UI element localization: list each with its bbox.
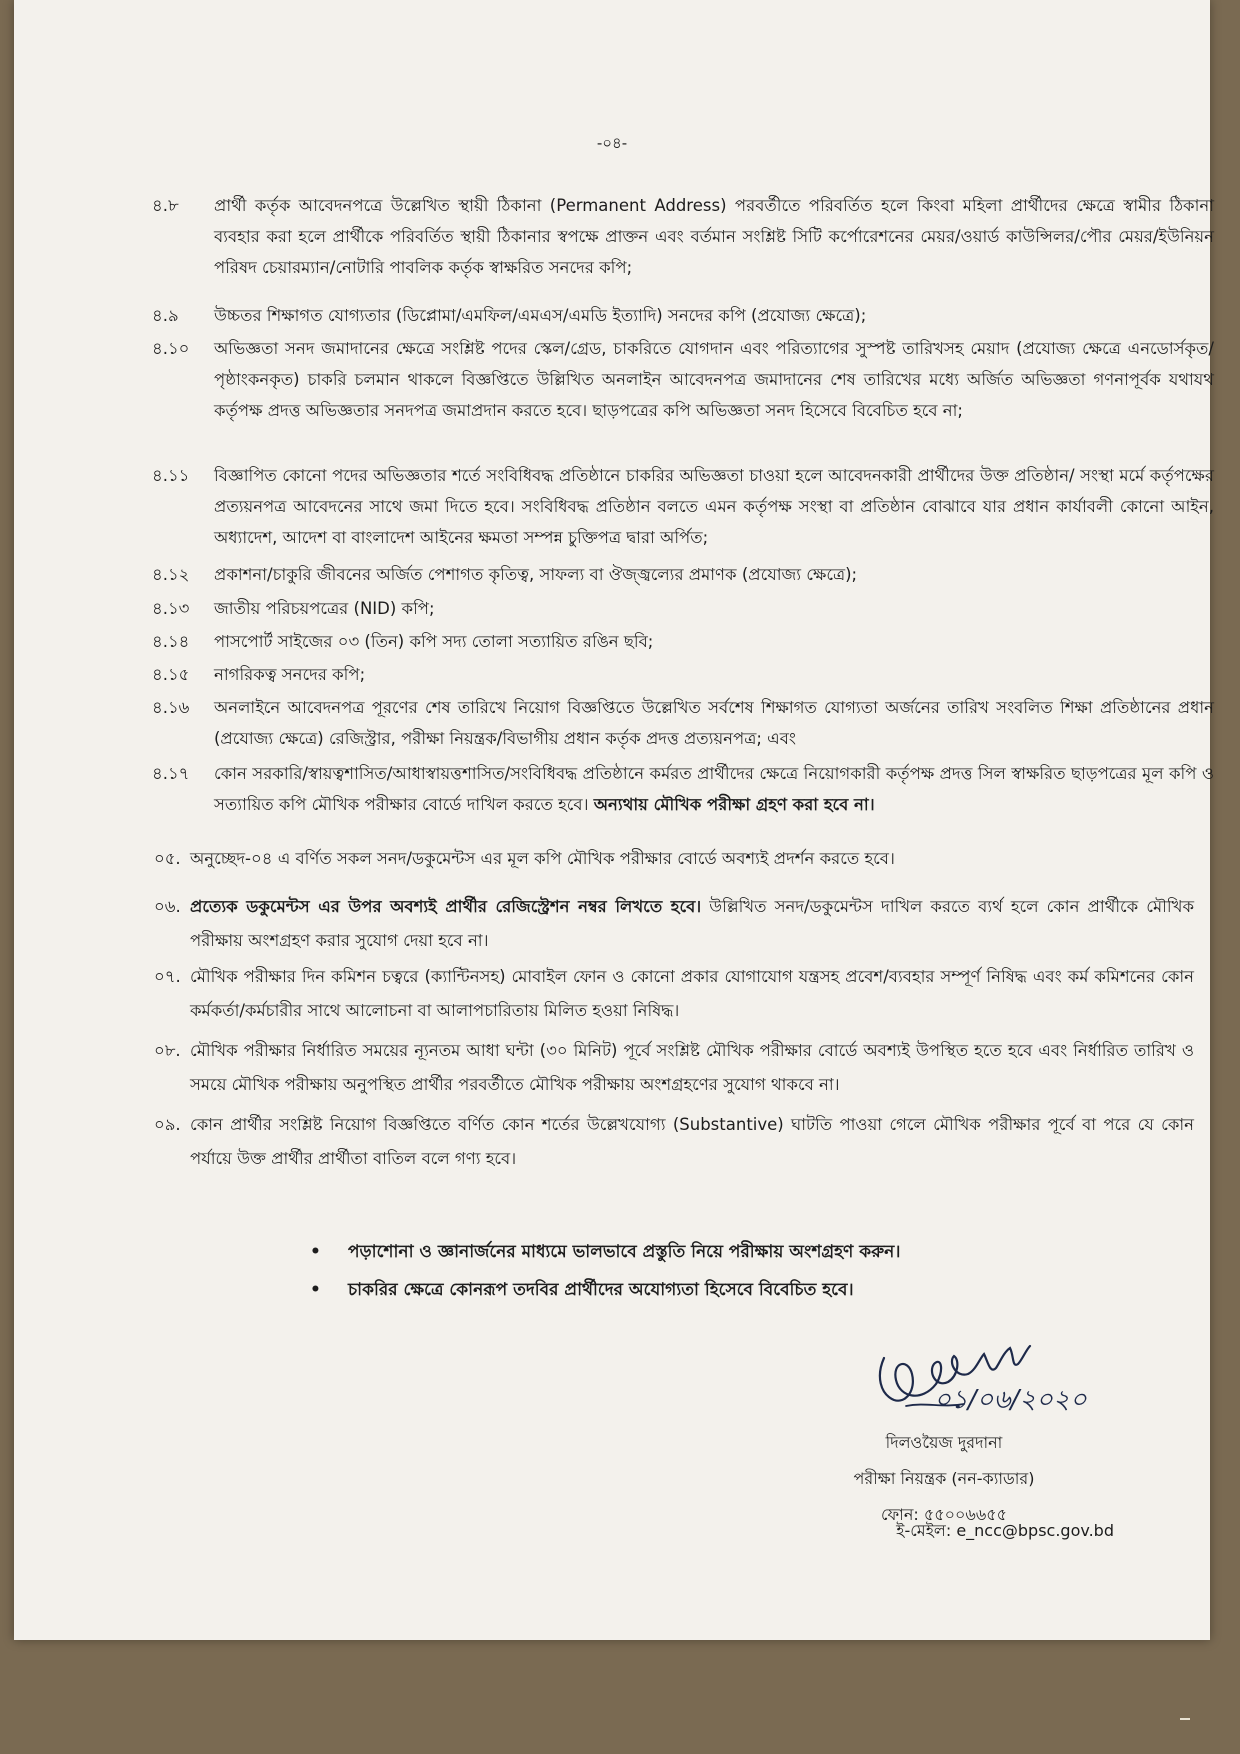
point-text bbox=[190, 890, 1194, 958]
item-number: ৪.১৭ bbox=[152, 764, 190, 783]
point-number: ০৫. bbox=[154, 849, 181, 868]
item-text: উচ্চতর শিক্ষাগত যোগ্যতার (ডিপ্লোমা/এমফিল/এমএস/এমডি ইত্যাদি) সনদের কপি (প্রযোজ্য ক্ষেত্রে); bbox=[214, 306, 867, 325]
point-text: কোন প্রার্থীর সংশ্লিষ্ট নিয়োগ বিজ্ঞপ্তিতে বর্ণিত কোন শর্তের উল্লেখযোগ্য (Substantive) ঘাটতি পাওয়া গেলে মৌখিক পরীক্ষার পূর্বে বা পরে যে কোন পর্যায়ে উক্ত প্রার্থীর প্রার্থীতা বাতিল বলে গণ্য হবে। bbox=[190, 1115, 1194, 1168]
svg-text:০১/০৬/২০২০: ০১/০৬/২০২০ bbox=[934, 1385, 1087, 1415]
bullet-item bbox=[304, 1233, 900, 1271]
bullet-text: পড়াশোনা ও জ্ঞানার্জনের মাধ্যমে ভালভাবে প্রস্তুতি নিয়ে পরীক্ষায় অংশগ্রহণ করুন। bbox=[348, 1242, 901, 1262]
list-item bbox=[152, 626, 1214, 657]
item-text-main: কোন সরকারি/স্বায়ত্বশাসিত/আধাস্বায়ত্তশাসিত/সংবিধিবদ্ধ প্রতিষ্ঠানে কর্মরত প্রার্থীদের ক্ষেত্রে নিয়োগকারী কর্তৃপক্ষ প্রদত্ত সিল স্বাক্ষরিত ছাড়পত্রের মূল কপি ও সত্যায়িত কপি মৌখিক পরীক্ষার বোর্ডে দাখিল করতে হবে। bbox=[214, 764, 1214, 814]
point-number: ০৭. bbox=[154, 967, 181, 986]
point-text-bold: প্রত্যেক ডকুমেন্টস এর উপর অবশ্যই প্রার্থীর রেজিস্ট্রেশন নম্বর লিখতে হবে। bbox=[190, 897, 702, 916]
item-number: ৪.১৬ bbox=[152, 698, 190, 717]
signatory-name: দিলওয়ৈজ দুরদানা bbox=[885, 1433, 1003, 1452]
item-text: পাসপোর্ট সাইজের ০৩ (তিন) কপি সদ্য তোলা সত্যায়িত রঙিন ছবি; bbox=[214, 632, 654, 651]
numbered-point bbox=[154, 960, 1194, 1028]
point-number: ০৮. bbox=[154, 1041, 181, 1060]
item-text: অভিজ্ঞতা সনদ জমাদানের ক্ষেত্রে সংশ্লিষ্ট পদের স্কেল/গ্রেড, চাকরিতে যোগদান এবং পরিত্যাগের সুস্পষ্ট তারিখসহ মেয়াদ (প্রযোজ্য ক্ষেত্রে এনডোর্সকৃত/ পৃষ্ঠাংকনকৃত) চাকরি চলমান থাকলে বিজ্ঞপ্তিতে উল্লিখিত অনলাইন আবেদনপত্র জমাদানের শেষ তারিখের মধ্যে অর্জিত অভিজ্ঞতা গণনাপূর্বক যথাযথ কর্তৃপক্ষ প্রদত্ত অভিজ্ঞতার সনদপত্র জমাপ্রদান করতে হবে। ছাড়পত্রের কপি অভিজ্ঞতা সনদ হিসেবে বিবেচিত হবে না; bbox=[214, 339, 1214, 420]
item-text: প্রার্থী কর্তৃক আবেদনপত্রে উল্লেখিত স্থায়ী ঠিকানা (Permanent Address) পরবর্তীতে পরিবর্তিত হলে কিংবা মহিলা প্রার্থীদের ক্ষেত্রে স্বামীর ঠিকানা ব্যবহার করা হলে প্রার্থীকে পরিবর্তিত স্থায়ী ঠিকানার স্বপক্ষে প্রাক্তন এবং বর্তমান সংশ্লিষ্ট সিটি কর্পোরেশনের মেয়র/ওয়ার্ড কাউন্সিলর/পৌর মেয়র/ইউনিয়ন পরিষদ চেয়ারম্যান/নোটারি পাবলিক কর্তৃক স্বাক্ষরিত সনদের কপি; bbox=[214, 196, 1214, 277]
point-text: মৌখিক পরীক্ষার নির্ধারিত সময়ের ন্যূনতম আধা ঘন্টা (৩০ মিনিট) পূর্বে সংশ্লিষ্ট মৌখিক পরীক্ষার বোর্ডে অবশ্যই উপস্থিত হতে হবে এবং নির্ধারিত তারিখ ও সময়ে মৌখিক পরীক্ষায় অনুপস্থিত প্রার্থীর পরবর্তীতে মৌখিক পরীক্ষায় অংশগ্রহণের সুযোগ থাকবে না। bbox=[190, 1041, 1194, 1094]
numbered-point bbox=[154, 1034, 1194, 1102]
item-number: ৪.১২ bbox=[152, 565, 190, 584]
numbered-point bbox=[154, 890, 1194, 958]
bullet-item bbox=[304, 1271, 900, 1309]
signatory-email: ই-মেইল: e_ncc@bpsc.gov.bd bbox=[896, 1521, 1114, 1540]
item-number: ৪.১৫ bbox=[152, 665, 190, 684]
item-number: ৪.৯ bbox=[152, 306, 179, 325]
item-number: ৪.১০ bbox=[152, 339, 190, 358]
item-text: নাগরিকত্ব সনদের কপি; bbox=[214, 665, 366, 684]
bullet-list bbox=[304, 1233, 900, 1309]
item-number: ৪.১১ bbox=[152, 466, 190, 485]
list-item bbox=[152, 692, 1214, 754]
list-item bbox=[152, 758, 1214, 820]
list-item bbox=[152, 559, 1214, 590]
document-page bbox=[14, 0, 1214, 1640]
list-item bbox=[152, 190, 1214, 283]
numbered-point bbox=[154, 842, 1194, 876]
item-number: ৪.১৪ bbox=[152, 632, 190, 651]
item-number: ৪.১৩ bbox=[152, 599, 190, 618]
point-number: ০৯. bbox=[154, 1115, 181, 1134]
signatory-phone: ফোন: ৫৫০০৬৬৫৫ bbox=[881, 1505, 1007, 1524]
bullet-dot: • bbox=[310, 1242, 321, 1262]
bullet-text: চাকরির ক্ষেত্রে কোনরূপ তদবির প্রার্থীদের অযোগ্যতা হিসেবে বিবেচিত হবে। bbox=[348, 1280, 854, 1300]
point-text: মৌখিক পরীক্ষার দিন কমিশন চত্বরে (ক্যান্টিনসহ) মোবাইল ফোন ও কোনো প্রকার যোগাযোগ যন্ত্রসহ প্রবেশ/ব্যবহার সম্পূর্ণ নিষিদ্ধ এবং কর্ম কমিশনের কোন কর্মকর্তা/কর্মচারীর সাথে আলোচনা বা আলাপচারিতায় মিলিত হওয়া নিষিদ্ধ। bbox=[190, 967, 1194, 1020]
numbered-point bbox=[154, 1108, 1194, 1176]
item-text bbox=[214, 758, 1214, 820]
list-item bbox=[152, 659, 1214, 690]
list-item bbox=[152, 593, 1214, 624]
item-text: প্রকাশনা/চাকুরি জীবনের অর্জিত পেশাগত কৃতিত্ব, সাফল্য বা ঔজ্জ্বল্যের প্রমাণক (প্রযোজ্য ক্ষেত্রে); bbox=[214, 565, 858, 584]
item-text-bold: অন্যথায় মৌখিক পরীক্ষা গ্রহণ করা হবে না। bbox=[593, 795, 875, 814]
item-text: বিজ্ঞাপিত কোনো পদের অভিজ্ঞতার শর্তে সংবিধিবদ্ধ প্রতিষ্ঠানে চাকরির অভিজ্ঞতা চাওয়া হলে আবেদনকারী প্রার্থীদের উক্ত প্রতিষ্ঠান/ সংস্থা মর্মে কর্তৃপক্ষের প্রত্যয়নপত্র আবেদনের সাথে জমা দিতে হবে। সংবিধিবদ্ধ প্রতিষ্ঠান বলতে এমন কর্তৃপক্ষ সংস্থা বা প্রতিষ্ঠান বোঝাবে যার প্রধান কার্যাবলী কোনো আইন, অধ্যাদেশ, আদেশ বা বাংলাদেশ আইনের ক্ষমতা সম্পন্ন চুক্তিপত্র দ্বারা অর্পিত; bbox=[214, 466, 1214, 547]
page-mark bbox=[1180, 1718, 1190, 1720]
signature-image bbox=[872, 1328, 1112, 1428]
bullet-dot: • bbox=[310, 1280, 321, 1300]
item-text: অনলাইনে আবেদনপত্র পূরণের শেষ তারিখে নিয়োগ বিজ্ঞপ্তিতে উল্লেখিত সর্বশেষ শিক্ষাগত যোগ্যতা অর্জনের তারিখ সংবলিত শিক্ষা প্রতিষ্ঠানের প্রধান (প্রযোজ্য ক্ষেত্রে) রেজিস্ট্রার, পরীক্ষা নিয়ন্ত্রক/বিভাগীয় প্রধান কর্তৃক প্রদত্ত প্রত্যয়নপত্র; এবং bbox=[214, 698, 1214, 748]
item-text: জাতীয় পরিচয়পত্রের (NID) কপি; bbox=[214, 599, 435, 618]
signatory-designation: পরীক্ষা নিয়ন্ত্রক (নন-ক্যাডার) bbox=[853, 1469, 1035, 1488]
point-number: ০৬. bbox=[154, 897, 181, 916]
page-number: -০৪- bbox=[596, 134, 628, 152]
point-text-main: উল্লিখিত সনদ/ডকুমেন্টস দাখিল করতে ব্যর্থ হলে কোন প্রার্থীকে মৌখিক পরীক্ষায় অংশগ্রহণ করার সুযোগ দেয়া হবে না। bbox=[190, 897, 1194, 950]
point-text: অনুচ্ছেদ-০৪ এ বর্ণিত সকল সনদ/ডকুমেন্টস এর মূল কপি মৌখিক পরীক্ষার বোর্ডে অবশ্যই প্রদর্শন করতে হবে। bbox=[190, 849, 895, 868]
list-item bbox=[152, 300, 1214, 331]
list-item bbox=[152, 333, 1214, 426]
list-item bbox=[152, 460, 1214, 553]
item-number: ৪.৮ bbox=[152, 196, 179, 215]
